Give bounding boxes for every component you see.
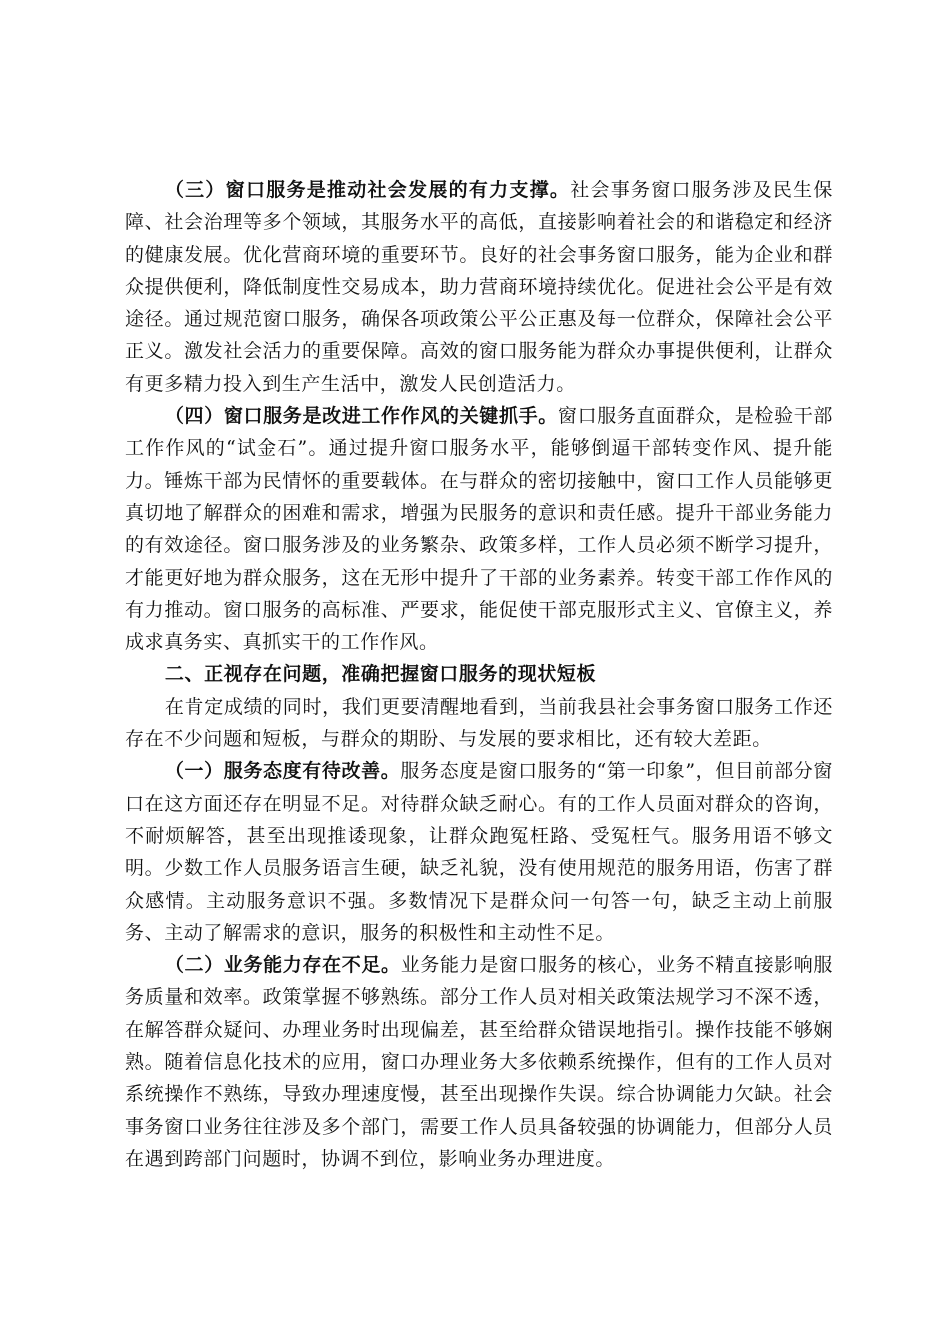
paragraph-intro [125, 691, 833, 756]
paragraph-lead: （一）服务态度有待改善。 [164, 760, 401, 783]
paragraph-lead: （二）业务能力存在不足。 [164, 954, 401, 977]
paragraph-lead: （三）窗口服务是推动社会发展的有力支撑。 [164, 179, 571, 201]
paragraph-lead: （四）窗口服务是改进工作作风的关键抓手。 [164, 405, 558, 428]
paragraph-text: 业务能力是窗口服务的核心，业务不精直接影响服务质量和效率。政策掌握不够熟练。部分工作人员对相关政策法规学习不深不透，在解答群众疑问、办理业务时出现偏差，甚至给群众错误地指引。操作技能不够娴熟。随着信息化技术的应用，窗口办理业务大多依赖系统操作，但有的工作人员对系统操作不熟练，导致办理速度慢，甚至出现操作失误。综合协调能力欠缺。社会事务窗口业务往往涉及多个部门，需要工作人员具备较强的协调能力，但部分人员在遇到跨部门问题时，协调不到位，影响业务办理进度。 [125, 954, 834, 1170]
paragraph-text: 服务态度是窗口服务的“第一印象”，但目前部分窗口在这方面还存在明显不足。对待群众缺乏耐心。有的工作人员面对群众的咨询，不耐烦解答，甚至出现推诿现象，让群众跑冤枉路、受冤枉气。服务用语不够文明。少数工作人员服务语言生硬，缺乏礼貌，没有使用规范的服务用语，伤害了群众感情。主动服务意识不强。多数情况下是群众问一句答一句，缺乏主动上前服务、主动了解需求的意识，服务的积极性和主动性不足。 [125, 760, 834, 944]
paragraph-text: 社会事务窗口服务涉及民生保障、社会治理等多个领域，其服务水平的高低，直接影响着社会的和谐稳定和经济的健康发展。优化营商环境的重要环节。良好的社会事务窗口服务，能为企业和群众提供便利，降低制度性交易成本，助力营商环境持续优化。促进社会公平是有效途径。通过规范窗口服务，确保各项政策公平公正惠及每一位群众，保障社会公平正义。激发社会活力的重要保障。高效的窗口服务能为群众办事提供便利，让群众有更多精力投入到生产生活中，激发人民创造活力。 [125, 179, 833, 395]
paragraph-text: 在肯定成绩的同时，我们更要清醒地看到，当前我县社会事务窗口服务工作还存在不少问题和短板，与群众的期盼、与发展的要求相比，还有较大差距。 [125, 695, 833, 751]
paragraph-subsection-1 [125, 755, 833, 949]
document-body [125, 174, 833, 1175]
paragraph-subsection-2 [125, 949, 833, 1175]
paragraph-section-3 [125, 174, 833, 400]
section-heading-two [125, 658, 833, 690]
heading-text: 二、正视存在问题，准确把握窗口服务的现状短板 [164, 663, 597, 686]
paragraph-section-4 [125, 400, 833, 658]
paragraph-text: 窗口服务直面群众，是检验干部工作作风的“试金石”。通过提升窗口服务水平，能够倒逼干部转变作风、提升能力。锤炼干部为民情怀的重要载体。在与群众的密切接触中，窗口工作人员能够更真切地了解群众的困难和需求，增强为民服务的意识和责任感。提升干部业务能力的有效途径。窗口服务涉及的业务繁杂、政策多样，工作人员必须不断学习提升，才能更好地为群众服务，这在无形中提升了干部的业务素养。转变干部工作作风的有力推动。窗口服务的高标准、严要求，能促使干部克服形式主义、官僚主义，养成求真务实、真抓实干的工作作风。 [125, 405, 833, 654]
